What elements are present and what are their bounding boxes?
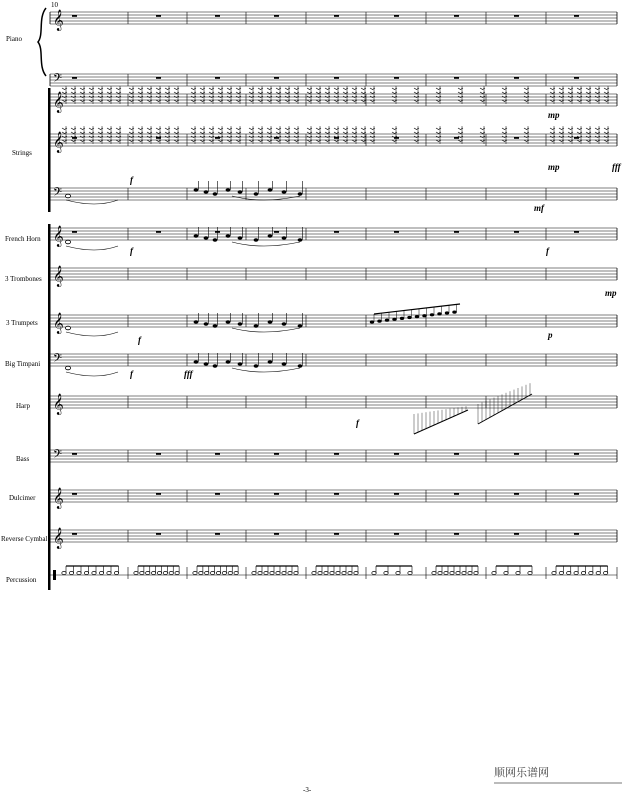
whole-rest [454,493,459,495]
label-trumpets: 3 Trumpets [6,319,38,327]
measure-number: 10 [51,1,58,9]
horn-phrase-note [298,238,303,241]
horn-phrase-note [213,238,218,241]
whole-rest [394,77,399,79]
percussion-note [163,571,167,574]
label-horn: French Horn [5,235,41,243]
whole-rest [156,453,161,455]
percussion-note [330,571,334,574]
percussion-note [175,571,179,574]
trumpet-phrase-note [268,320,273,323]
timpani-phrase-note [254,364,259,367]
percussion-note [234,571,238,574]
whole-rest [514,231,519,233]
percussion-note [516,571,520,574]
whole-rest [454,15,459,17]
treble-clef: 𝄞 [53,92,64,113]
treble-clef: 𝄞 [53,10,64,31]
percussion-note [99,571,103,574]
trumpet-run-note [377,320,381,323]
percussion-note [567,571,571,574]
whole-rest [334,15,339,17]
percussion-note [258,571,262,574]
strings-phrase-note [254,192,259,195]
percussion-note [282,571,286,574]
trumpet-run-note [392,318,396,321]
whole-rest [215,15,220,17]
strings-phrase-note [194,188,199,191]
whole-rest [574,15,579,17]
percussion-note [318,571,322,574]
whole-rest [72,533,77,535]
percussion-note [134,571,138,574]
strings-phrase-note [213,192,218,195]
percussion-note [151,571,155,574]
clefs [53,10,64,580]
whole-rest [274,493,279,495]
whole-rest [215,453,220,455]
percussion-note [396,571,400,574]
bass-clef: 𝄢 [53,352,63,368]
percussion-note [205,571,209,574]
treble-clef: 𝄞 [53,313,64,334]
timpani-phrase-note [298,364,303,367]
percussion-note [264,571,268,574]
staff-lines [50,12,617,575]
bass-clef: 𝄢 [53,448,63,464]
dyn-strings-mf: mf [534,203,544,213]
percussion-note [468,571,472,574]
percussion-note [199,571,203,574]
percussion-note [596,571,600,574]
percussion-note [146,571,150,574]
percussion-note [354,571,358,574]
percussion-note [114,571,118,574]
whole-rest [454,533,459,535]
treble-clef: 𝄞 [53,226,64,247]
strings-phrase-note [204,190,209,193]
bass-clef: 𝄢 [53,186,63,202]
trumpet-phrase-note [204,322,209,325]
trumpet-run-note [407,316,411,319]
whole-rest [514,15,519,17]
treble-clef: 𝄞 [53,394,64,415]
label-cymbal: Reverse Cymbal [1,535,48,543]
whole-rest [334,533,339,535]
whole-rest [574,533,579,535]
percussion-note [92,571,96,574]
whole-rest [394,453,399,455]
whole-rest [72,493,77,495]
whole-rest [72,77,77,79]
whole-rest [514,493,519,495]
tie [232,328,300,332]
percussion-note [384,571,388,574]
whole-rest [454,231,459,233]
whole-rest [215,533,220,535]
whole-rest [394,15,399,17]
percussion-note [252,571,256,574]
whole-rest [334,493,339,495]
percussion-note [342,571,346,574]
percussion-note [438,571,442,574]
tie [66,200,118,204]
strings-phrase-note [226,188,231,191]
trumpet-run-note [385,319,389,322]
page-number: -3- [303,786,312,794]
whole-rest [574,77,579,79]
whole-rest [394,493,399,495]
trumpet-phrase-half-note [65,326,70,330]
whole-rest [72,15,77,17]
whole-rest [514,533,519,535]
timpani-phrase-note [226,360,231,363]
trumpet-run-note [437,312,441,315]
whole-rest [574,453,579,455]
horn-phrase-note [254,238,259,241]
whole-rest [274,453,279,455]
percussion-note [603,571,607,574]
system-bracket [48,224,51,590]
trumpet-phrase-note [238,322,243,325]
horn-phrase-note [226,234,231,237]
label-dulcimer: Dulcimer [9,494,36,502]
percussion-note [107,571,111,574]
whole-rest [156,15,161,17]
percussion-note [312,571,316,574]
trumpet-phrase-note [282,322,287,325]
bass-clef: 𝄢 [53,72,63,88]
dyn-horn-f2: f [546,246,549,256]
piano-brace [38,8,46,76]
strings-bracket [48,88,51,212]
timpani-phrase-half-note [65,366,70,370]
percussion-note [528,571,532,574]
dyn-harp-f: f [356,418,359,428]
dyn-trombone-mp: mp [605,288,617,298]
percussion-note [474,571,478,574]
percussion-note [462,571,466,574]
whole-rest [514,453,519,455]
tie [66,372,118,376]
tie [232,196,300,200]
percussion-note [336,571,340,574]
strings-phrase-note [282,190,287,193]
whole-rest [514,137,519,139]
whole-rest [72,231,77,233]
horn-phrase-note [194,234,199,237]
whole-rest [574,137,579,139]
whole-rest [215,493,220,495]
percussion-note [504,571,508,574]
percussion-note [62,571,66,574]
treble-clef: 𝄞 [53,266,64,287]
percussion-note [294,571,298,574]
percussion-note [276,571,280,574]
percussion-note [581,571,585,574]
whole-rest [215,77,220,79]
whole-rest [156,77,161,79]
strings-phrase-half-note [65,194,70,198]
percussion-note [228,571,232,574]
trumpet-phrase-note [298,324,303,327]
label-trombones: 3 Trombones [5,275,42,283]
treble-clef: 𝄞 [53,488,64,509]
percussion-note [456,571,460,574]
trumpet-phrase-note [213,324,218,327]
tie [232,242,300,246]
horn-phrase-note [268,234,273,237]
percussion-note [552,571,556,574]
percussion-note [450,571,454,574]
whole-rest [72,453,77,455]
strings-phrase-note [238,190,243,193]
timpani-phrase-note [268,360,273,363]
whole-rest [394,533,399,535]
label-bass: Bass [16,455,30,463]
timpani-phrase-note [204,362,209,365]
whole-rest [334,453,339,455]
percussion-note [559,571,563,574]
trumpet-run-note [452,311,456,314]
whole-rest [454,77,459,79]
tie [66,332,118,336]
percussion-note [84,571,88,574]
horn-phrase-half-note [65,240,70,244]
percussion-note [444,571,448,574]
whole-rest [514,77,519,79]
percussion-note [69,571,73,574]
dyn-strings-mp2: mp [548,162,560,172]
whole-rest [334,77,339,79]
percussion-clef [53,570,56,580]
trumpet-run-note [400,317,404,320]
trumpet-phrase-note [226,320,231,323]
label-piano: Piano [6,35,22,43]
trumpet-run-note [445,311,449,314]
trumpet-run-note [430,313,434,316]
label-timpani: Big Timpani [5,360,41,368]
trumpet-phrase-note [194,320,199,323]
dyn-trumpet-f: f [138,335,141,345]
strings-phrase-note [298,192,303,195]
trumpet-run-note [370,320,374,323]
tie [232,368,300,372]
percussion-note [492,571,496,574]
percussion-note [77,571,81,574]
whole-rest [394,231,399,233]
percussion-note [270,571,274,574]
tie [66,246,118,250]
treble-clef: 𝄞 [53,528,64,549]
percussion-note [432,571,436,574]
dyn-trumpet-p: p [548,330,553,340]
treble-clef: 𝄞 [53,132,64,153]
horn-phrase-note [204,236,209,239]
whole-rest [454,453,459,455]
percussion-note [210,571,214,574]
percussion-note [222,571,226,574]
percussion-note [408,571,412,574]
whole-rest [274,15,279,17]
trumpet-phrase-note [254,324,259,327]
percussion-note [193,571,197,574]
dyn-strings-mp1: mp [548,110,560,120]
percussion-note [589,571,593,574]
trumpet-run-note [422,314,426,317]
timpani-phrase-note [238,362,243,365]
percussion-note [157,571,161,574]
percussion-note [372,571,376,574]
percussion-note [169,571,173,574]
trumpet-run-note [415,315,419,318]
label-percussion: Percussion [6,576,37,584]
horn-phrase-note [282,236,287,239]
dyn-timpani-f: f [130,369,133,379]
label-harp: Harp [16,402,30,410]
whole-rest [334,231,339,233]
whole-rest [274,533,279,535]
watermark-subline [494,782,622,784]
dyn-strings-f: f [130,175,133,185]
whole-rest [156,493,161,495]
whole-rest [574,493,579,495]
whole-rest [454,137,459,139]
dyn-horn-f1: f [130,246,133,256]
percussion-note [574,571,578,574]
whole-rest [156,533,161,535]
dyn-timpani-fff: fff [184,369,193,379]
label-strings: Strings [12,149,32,157]
dyn-strings-fff: fff [612,162,621,172]
timpani-phrase-note [194,360,199,363]
percussion-note [324,571,328,574]
whole-rest [274,231,279,233]
whole-rest [156,231,161,233]
timpani-phrase-note [213,364,218,367]
timpani-phrase-note [282,362,287,365]
whole-rest [574,231,579,233]
percussion-note [140,571,144,574]
watermark: 顺网乐谱网 [494,767,549,779]
notes-and-rests [62,15,609,575]
whole-rest [274,77,279,79]
percussion-note [348,571,352,574]
whole-rest [215,137,220,139]
strings-phrase-note [268,188,273,191]
horn-phrase-note [238,236,243,239]
percussion-note [288,571,292,574]
percussion-note [216,571,220,574]
